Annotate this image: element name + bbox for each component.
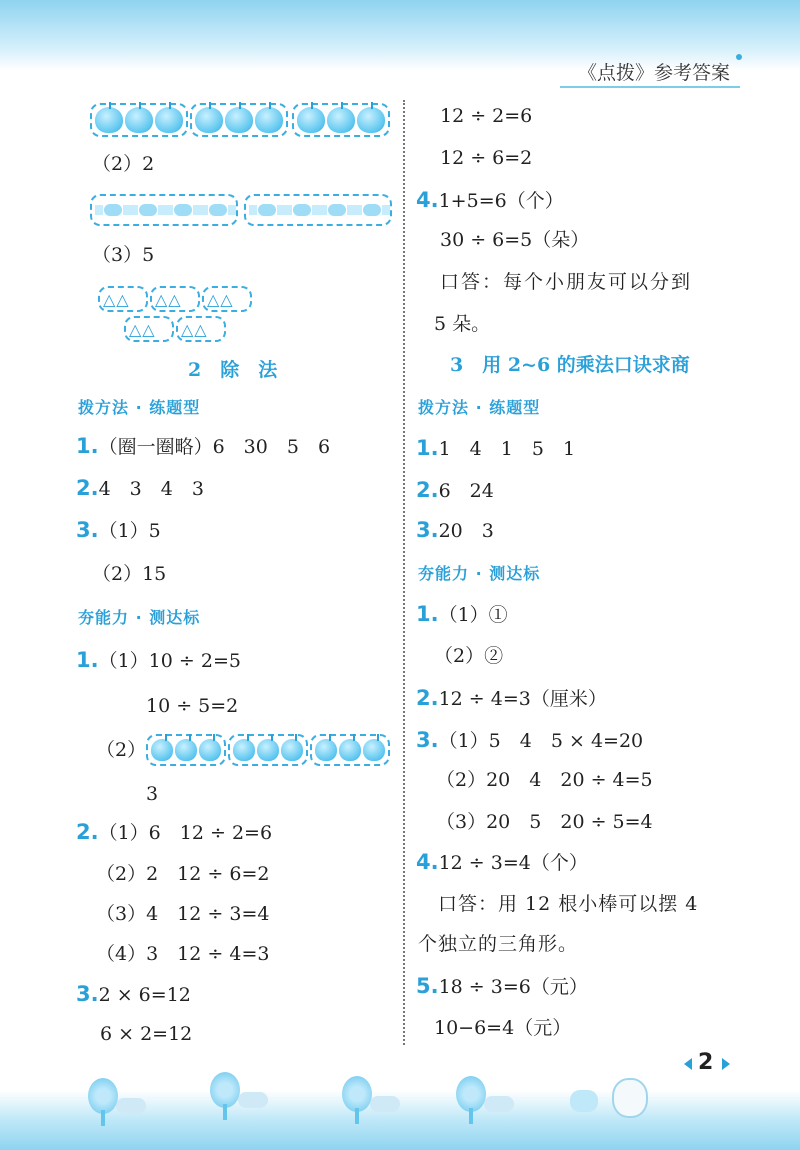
triangle-icon: △△ xyxy=(155,289,182,309)
triangle-group xyxy=(150,286,200,312)
question-4 xyxy=(416,850,588,875)
question-number: 4. xyxy=(416,188,439,212)
question-3 xyxy=(416,518,494,543)
answer-line: 6 × 2=12 xyxy=(100,1023,193,1045)
answer-line: （2）20 4 20 ÷ 4=5 xyxy=(436,769,653,791)
answer-text: （圈一圈略）6 30 5 6 xyxy=(98,436,331,458)
answer-line: （3）20 5 20 ÷ 5=4 xyxy=(436,811,653,833)
question-4 xyxy=(416,188,564,213)
triangle-icon: △△ xyxy=(103,289,130,309)
apple-group xyxy=(146,734,226,766)
question-1 xyxy=(416,602,508,627)
question-number: 1. xyxy=(416,436,439,460)
answer-text: 2 × 6=12 xyxy=(98,984,191,1006)
apple-icon xyxy=(363,739,385,761)
question-1 xyxy=(76,434,330,459)
question-number: 1. xyxy=(76,648,99,672)
apple-icon xyxy=(195,107,223,133)
apple-icon xyxy=(199,739,221,761)
candy-icon xyxy=(284,203,317,217)
question-number: 3. xyxy=(76,982,99,1006)
candy-group xyxy=(90,194,238,226)
answer-text: 18 ÷ 3=6（元） xyxy=(438,976,588,998)
triangle-group xyxy=(124,316,174,342)
answer-line: 10 ÷ 5=2 xyxy=(146,695,239,717)
answer-text: （1）5 4 5 × 4=20 xyxy=(438,730,644,752)
question-number: 2. xyxy=(416,686,439,710)
section-label: 拨方法 · 练题型 xyxy=(78,398,201,417)
section-label: 夯能力 · 测达标 xyxy=(418,564,541,583)
section-label: 拨方法 · 练题型 xyxy=(418,398,541,417)
section-title: 2 除 法 xyxy=(188,359,278,381)
question-1 xyxy=(76,648,241,673)
apple-icon xyxy=(255,107,283,133)
question-2 xyxy=(76,820,272,845)
candy-icon xyxy=(354,203,387,217)
answer-line: （2） xyxy=(96,739,147,761)
triangle-group xyxy=(202,286,252,312)
tree-trunk xyxy=(469,1108,473,1124)
answer-line: （3）5 xyxy=(92,244,155,266)
question-number: 3. xyxy=(416,518,439,542)
answer-text: 6 24 xyxy=(438,480,494,502)
question-number: 2. xyxy=(416,478,439,502)
apple-icon xyxy=(125,107,153,133)
apple-group xyxy=(228,734,308,766)
answer-line: 个独立的三角形。 xyxy=(418,933,579,955)
tree-icon xyxy=(456,1076,486,1112)
apple-icon xyxy=(357,107,385,133)
answer-line: （2）② xyxy=(434,645,504,667)
apple-icon xyxy=(151,739,173,761)
header-dot-icon xyxy=(736,54,742,60)
answer-line: （3）4 12 ÷ 3=4 xyxy=(96,903,270,925)
next-arrow-icon xyxy=(722,1058,730,1070)
apple-icon xyxy=(233,739,255,761)
answer-text: （1）6 12 ÷ 2=6 xyxy=(98,822,273,844)
tree-trunk xyxy=(223,1104,227,1120)
answer-line: （2）2 xyxy=(92,153,155,175)
apple-group xyxy=(90,103,188,137)
question-number: 2. xyxy=(76,476,99,500)
apple-icon xyxy=(225,107,253,133)
answer-line: 5 朵。 xyxy=(434,313,491,335)
question-number: 5. xyxy=(416,974,439,998)
tree-trunk xyxy=(101,1110,105,1126)
toy-icon xyxy=(570,1090,598,1112)
apple-icon xyxy=(155,107,183,133)
section-title: 3 用 2~6 的乘法口诀求商 xyxy=(450,354,690,376)
apple-icon xyxy=(315,739,337,761)
question-2 xyxy=(416,686,607,711)
question-3 xyxy=(416,728,643,753)
triangle-icon: △△ xyxy=(181,319,208,339)
triangle-icon: △△ xyxy=(207,289,234,309)
tree-icon xyxy=(342,1076,372,1112)
section-label: 夯能力 · 测达标 xyxy=(78,608,201,627)
answer-text: 1+5=6（个） xyxy=(438,190,564,212)
question-number: 2. xyxy=(76,820,99,844)
candy-icon xyxy=(249,203,282,217)
apple-icon xyxy=(339,739,361,761)
question-number: 4. xyxy=(416,850,439,874)
question-number: 3. xyxy=(76,518,99,542)
apple-icon xyxy=(327,107,355,133)
tree-icon xyxy=(210,1072,240,1108)
answer-text: （1）10 ÷ 2=5 xyxy=(98,650,241,672)
apple-icon xyxy=(257,739,279,761)
answer-text: （1）5 xyxy=(98,520,161,542)
bush-icon xyxy=(116,1098,146,1114)
apple-group xyxy=(292,103,390,137)
bunny-icon xyxy=(612,1078,648,1118)
candy-icon xyxy=(319,203,352,217)
answer-line: 30 ÷ 6=5（朵） xyxy=(440,229,590,251)
answer-line: 3 xyxy=(146,783,159,805)
candy-icon xyxy=(130,203,163,217)
answer-text: 12 ÷ 4=3（厘米） xyxy=(438,688,607,710)
apple-group xyxy=(190,103,288,137)
question-3 xyxy=(76,982,191,1007)
tree-icon xyxy=(88,1078,118,1114)
answer-line: 口答：每个小朋友可以分到 xyxy=(440,271,693,293)
answer-line: （2）2 12 ÷ 6=2 xyxy=(96,863,270,885)
apple-icon xyxy=(297,107,325,133)
page-header: 《点拨》参考答案 xyxy=(577,62,730,84)
apple-icon xyxy=(175,739,197,761)
triangle-group xyxy=(98,286,148,312)
candy-icon xyxy=(95,203,128,217)
candy-icon xyxy=(165,203,198,217)
column-divider xyxy=(403,100,405,1045)
answer-line: 12 ÷ 6=2 xyxy=(440,147,533,169)
apple-icon xyxy=(281,739,303,761)
answer-line: 12 ÷ 2=6 xyxy=(440,105,533,127)
tree-trunk xyxy=(355,1108,359,1124)
answer-line: （4）3 12 ÷ 4=3 xyxy=(96,943,270,965)
question-number: 1. xyxy=(76,434,99,458)
candy-icon xyxy=(200,203,233,217)
triangle-group xyxy=(176,316,226,342)
answer-text: （1）① xyxy=(438,604,508,626)
apple-icon xyxy=(95,107,123,133)
answer-text: 12 ÷ 3=4（个） xyxy=(438,852,588,874)
bush-icon xyxy=(370,1096,400,1112)
page-number: 2 xyxy=(698,1050,714,1075)
answer-text: 4 3 4 3 xyxy=(98,478,204,500)
answer-text: 20 3 xyxy=(438,520,494,542)
question-number: 3. xyxy=(416,728,439,752)
answer-line: （2）15 xyxy=(92,563,167,585)
triangle-icon: △△ xyxy=(129,319,156,339)
question-3 xyxy=(76,518,161,543)
question-2 xyxy=(76,476,204,501)
question-1 xyxy=(416,436,575,461)
answer-line: 10−6=4（元） xyxy=(434,1017,572,1039)
answer-line: 口答：用 12 根小棒可以摆 4 xyxy=(438,893,699,915)
apple-group xyxy=(310,734,390,766)
header-underline xyxy=(560,86,740,88)
bush-icon xyxy=(484,1096,514,1112)
bush-icon xyxy=(238,1092,268,1108)
prev-arrow-icon xyxy=(684,1058,692,1070)
question-2 xyxy=(416,478,494,503)
question-5 xyxy=(416,974,588,999)
candy-group xyxy=(244,194,392,226)
answer-text: 1 4 1 5 1 xyxy=(438,438,576,460)
question-number: 1. xyxy=(416,602,439,626)
